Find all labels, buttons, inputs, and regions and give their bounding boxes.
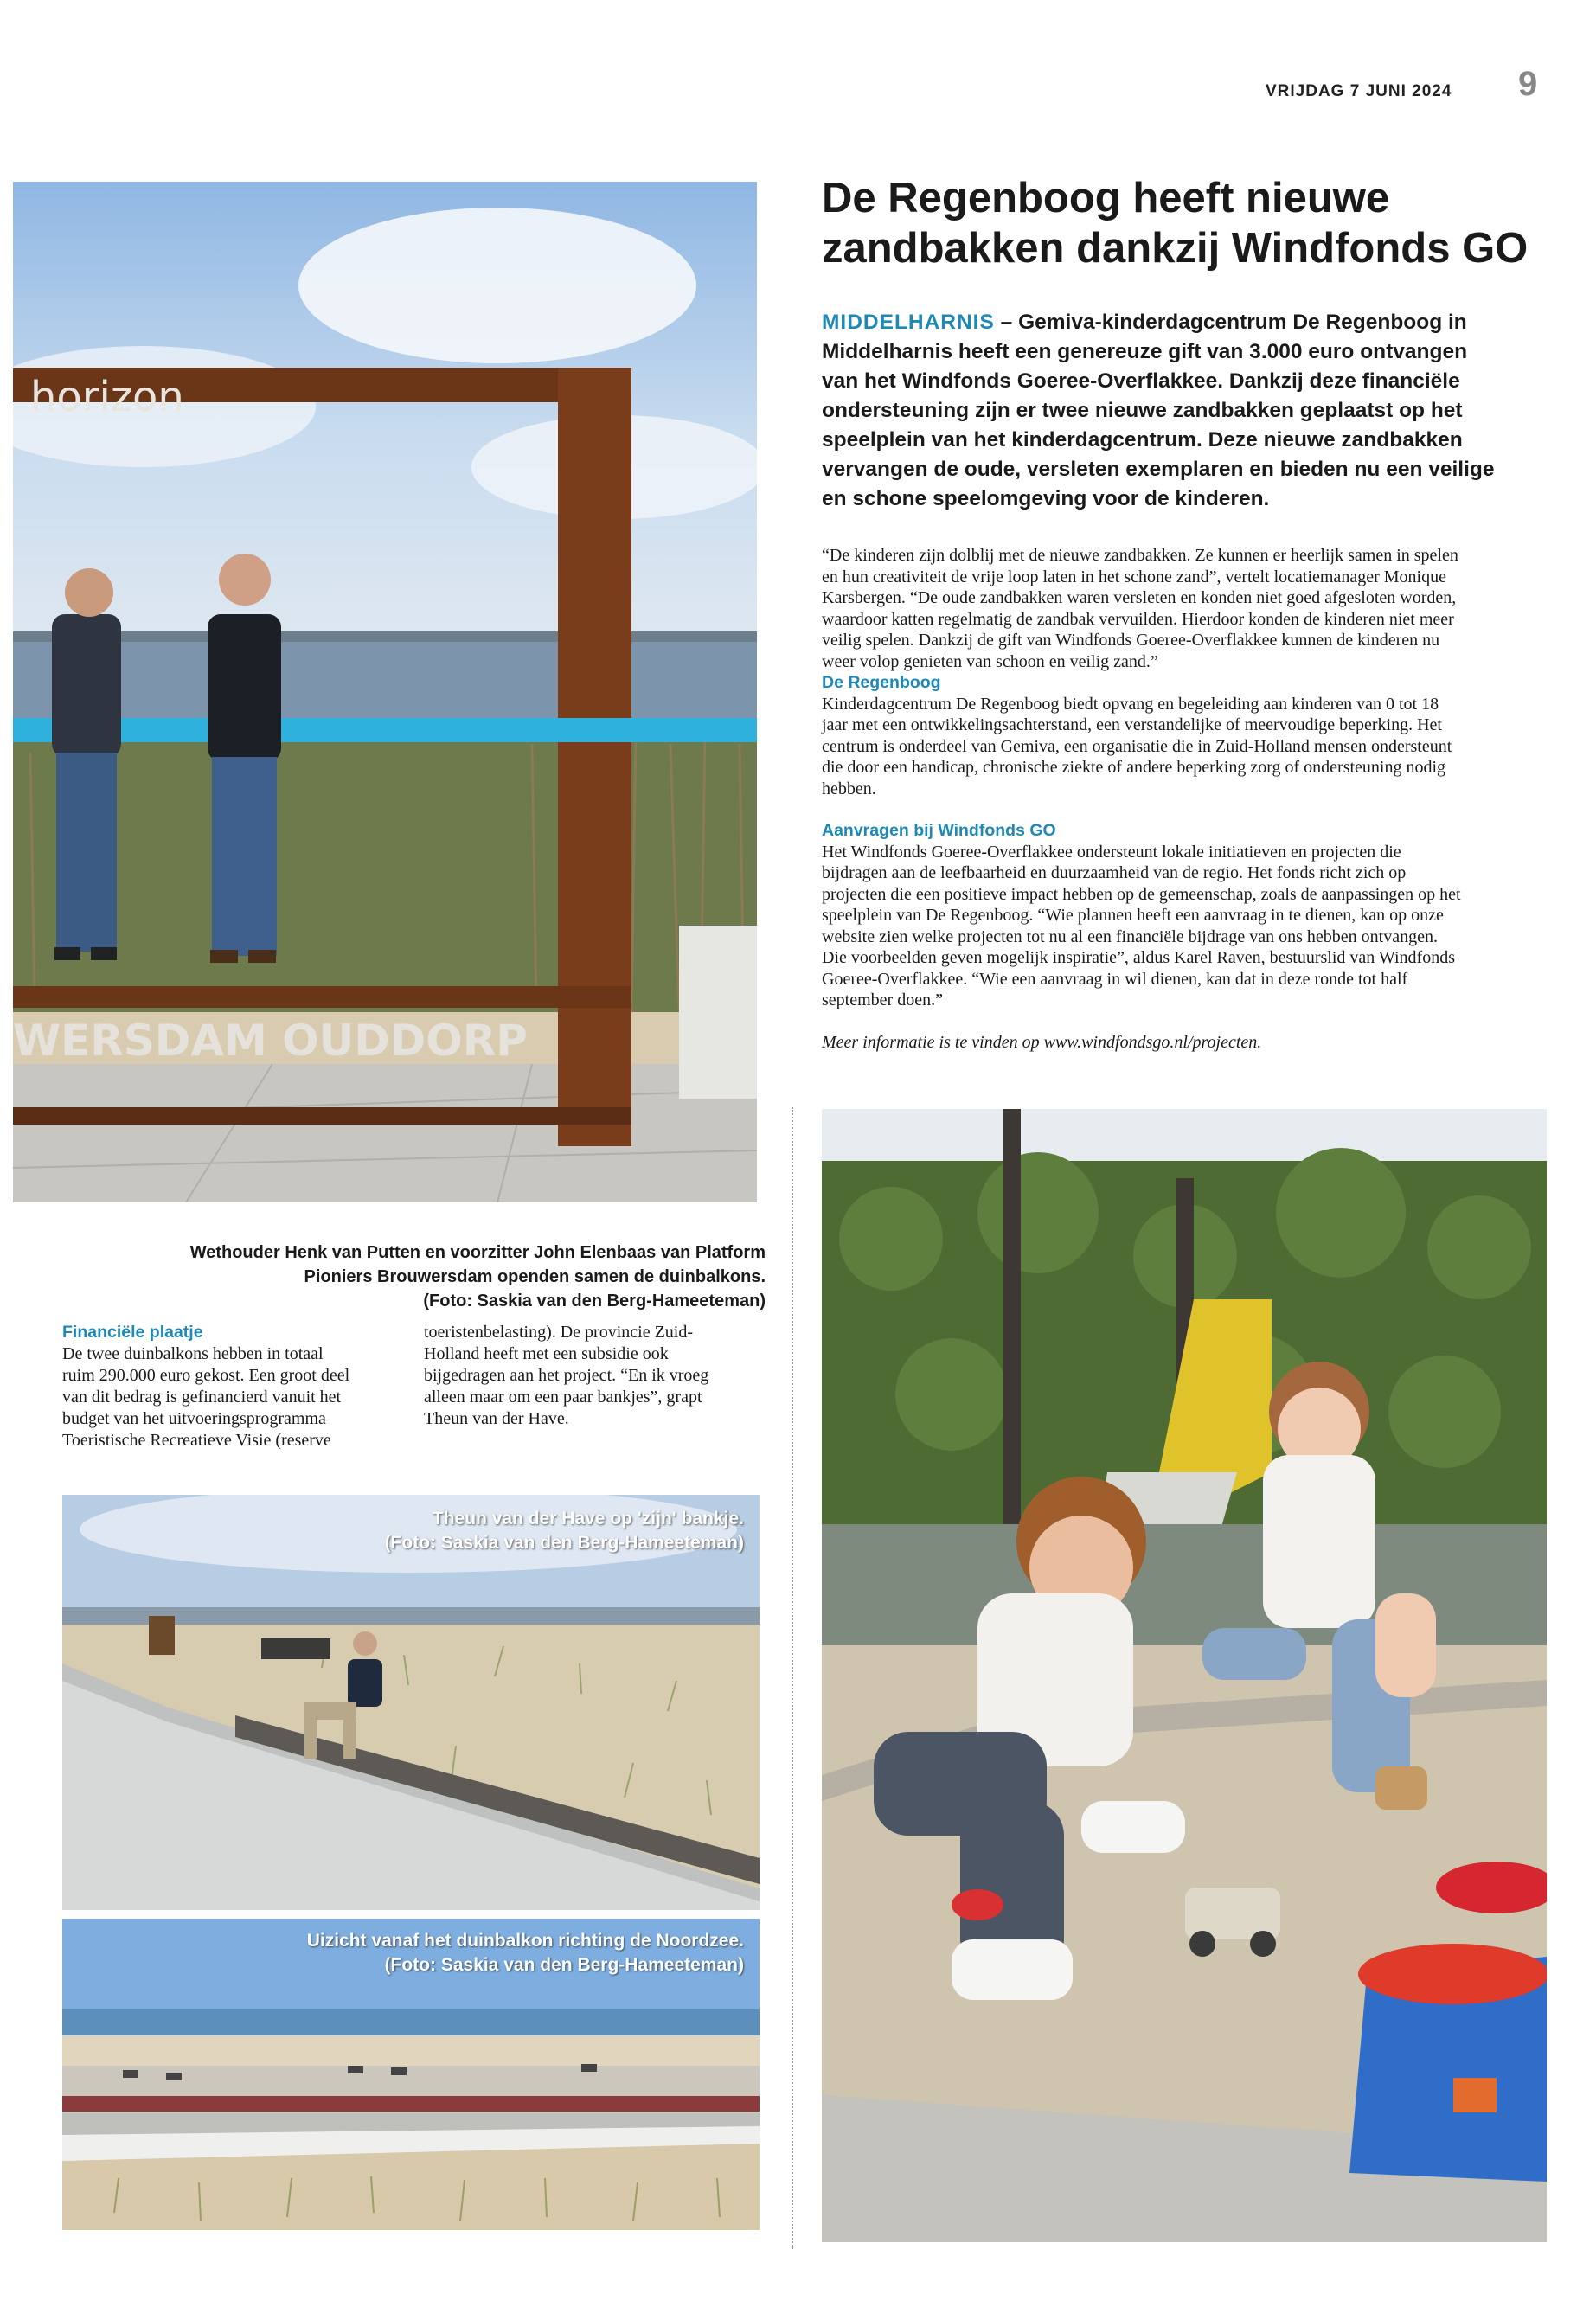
article-subhead-regenboog: De Regenboog [822, 673, 941, 692]
caption-line: Pioniers Brouwersdam openden samen de duinbalkons. [304, 1267, 766, 1286]
lead-line: ondersteuning zijn er twee nieuwe zandbakken geplaatst op het [822, 399, 1463, 422]
caption-line: Uizicht vanaf het duinbalkon richting de Noordzee. [306, 1931, 744, 1951]
left-article-subhead: Financiële plaatje [62, 1323, 203, 1342]
text-line: Holland heeft met een subsidie ook [424, 1344, 669, 1363]
body-line: september doen.” [822, 990, 943, 1009]
issue-date: VRIJDAG 7 JUNI 2024 [1266, 82, 1452, 100]
text-line: bijgedragen aan het project. “En ik vroeg [424, 1366, 709, 1385]
text-line: Toeristische Recreatieve Visie (reserve [62, 1430, 331, 1450]
lead-line: en schone speelomgeving voor de kinderen. [822, 487, 1270, 510]
page-number: 9 [1518, 65, 1538, 103]
text-line: budget van het uitvoeringsprogramma [62, 1408, 326, 1428]
photo-sea-view [62, 1919, 760, 2230]
body-line: jaar met een ontwikkelingsachterstand, een verstandelijke of meervoudige beperking. Het [822, 715, 1442, 734]
sign-brouwersdam: WERSDAM OUDDORP [13, 1016, 528, 1066]
left-article-col1 [62, 1322, 387, 1452]
body-line: Het Windfonds Goeree-Overflakkee ondersteunt lokale initiatieven en projecten die [822, 842, 1401, 862]
photo-bench [62, 1495, 760, 1910]
column-divider [792, 1107, 793, 2249]
lead-line: Middelharnis heeft een genereuze gift van 3.000 euro ontvangen [822, 340, 1468, 363]
body-line: “De kinderen zijn dolblij met de nieuwe zandbakken. Ze kunnen er heerlijk samen in spelen [822, 546, 1458, 565]
lead-line: – Gemiva-kinderdagcentrum De Regenboog in [1000, 311, 1467, 334]
body-line: weer volop genieten van schoon en veilig zand.” [822, 651, 1158, 671]
body-line: Die voorbeelden geven mogelijk inspiratie”, aldus Karel Raven, bestuurslid van Windfonds [822, 948, 1455, 967]
body-line: hebben. [822, 779, 876, 798]
body-line: centrum is onderdeel van Gemiva, een organisatie die in Zuid-Holland mensen ondersteunt [822, 736, 1452, 756]
caption-line: (Foto: Saskia van den Berg-Hameeteman) [384, 1955, 744, 1975]
body-line: bijdragen aan de leefbaarheid en duurzaamheid van de regio. Het fonds richt zich op [822, 863, 1407, 882]
photo-bench-caption [385, 1507, 744, 1555]
photo-sandbox-children [822, 1109, 1547, 2242]
photo-ribbon-cutting [13, 182, 757, 1202]
body-line: en hun creativiteit de vrije loop laten in het schone zand”, vertelt locatiemanager Monique [822, 567, 1446, 586]
text-line: De twee duinbalkons hebben in totaal [62, 1343, 324, 1363]
article-lead [822, 308, 1548, 514]
headline-line: De Regenboog heeft nieuwe [822, 175, 1390, 221]
body-line: projecten die een positieve impact hebben op de gemeenschap, zoals de aanpassingen op het [822, 884, 1461, 904]
article-body [822, 545, 1544, 1053]
text-line: alleen maar om een paar bankjes”, grapt [424, 1388, 702, 1407]
photo-caption-main [61, 1240, 766, 1313]
body-line: die door een handicap, chronische ziekte of andere beperking zorg of ondersteuning nodig [822, 758, 1446, 777]
dateline-place: MIDDELHARNIS [822, 311, 995, 334]
body-line: website zien welke projecten tot nu al een financiële bijdrage van ons hebben ontvangen. [822, 926, 1438, 946]
body-line: Karsbergen. “De oude zandbakken waren versleten en konden niet goed afgesloten worden, [822, 588, 1457, 607]
caption-line: (Foto: Saskia van den Berg-Hameeteman) [384, 1533, 744, 1553]
body-line: veilig spelen. Dankzij de gift van Windfonds Goeree-Overflakkee kunnen de kinderen nu [822, 631, 1440, 650]
text-line: van dit bedrag is gefinancierd vanuit het [62, 1387, 342, 1407]
caption-line: Wethouder Henk van Putten en voorzitter John Elenbaas van Platform [189, 1243, 766, 1262]
body-line: speelplein van De Regenboog. “Wie plannen heeft een aanvraag in te dienen, kan op onze [822, 906, 1444, 925]
left-article-col2 [424, 1322, 748, 1430]
headline-line: zandbakken dankzij Windfonds GO [822, 225, 1529, 272]
caption-line: Theun van der Have op 'zijn' bankje. [432, 1509, 744, 1529]
lead-line: speelplein van het kinderdagcentrum. Deze nieuwe zandbakken [822, 428, 1463, 452]
article-headline [822, 173, 1566, 273]
lead-line: van het Windfonds Goeree-Overflakkee. Dankzij deze financiële [822, 369, 1460, 393]
body-line: Kinderdagcentrum De Regenboog biedt opvang en begeleiding aan kinderen van 0 tot 18 [822, 694, 1439, 714]
text-line: ruim 290.000 euro gekost. Een groot deel [62, 1365, 350, 1385]
sign-horizon: horizon [30, 373, 184, 421]
body-line: Goeree-Overflakkee. “Wie een aanvraag in wil dienen, kan dat in deze ronde tot half [822, 969, 1408, 989]
text-line: toeristenbelasting). De provincie Zuid- [424, 1323, 694, 1342]
article-closing: Meer informatie is te vinden op www.windfondsgo.nl/projecten. [822, 1032, 1262, 1052]
caption-line: (Foto: Saskia van den Berg-Hameeteman) [423, 1292, 766, 1311]
article-subhead-aanvragen: Aanvragen bij Windfonds GO [822, 821, 1056, 840]
body-line: waardoor katten regelmatig de zandbak vervuilden. Hierdoor konden de kinderen niet meer [822, 609, 1454, 629]
text-line: Theun van der Have. [424, 1409, 569, 1428]
lead-line: vervangen de oude, versleten exemplaren en bieden nu een veilige [822, 458, 1495, 481]
photo-sea-caption [307, 1929, 744, 1977]
